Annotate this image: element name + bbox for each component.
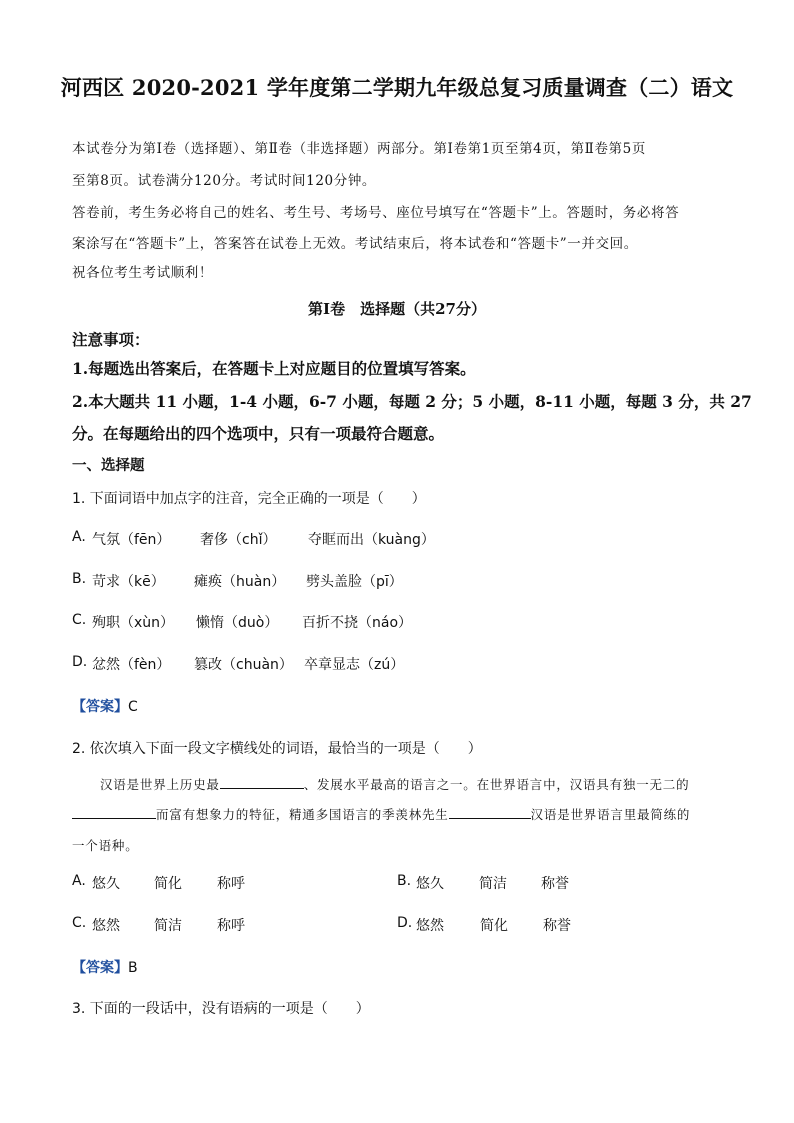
q2-option-a-letter: A. [72,873,86,889]
q2-option-c-word-2: 简洁 [154,918,182,934]
question-3-stem: 3. 下面的一段话中，没有语病的一项是（ ） [72,1001,370,1017]
intro-line-1: 本试卷分为第Ⅰ卷（选择题）、第Ⅱ卷（非选择题）两部分。第Ⅰ卷第1页至第4页，第Ⅱ卷第5页 [72,141,646,157]
page-title: 河西区 2020-2021 学年度第二学期九年级总复习质量调查（二）语文 [60,75,734,100]
answer-value: B [128,960,138,976]
q2-option-d-word-1: 悠然 [416,918,444,934]
notes-item-1: 1.每题选出答案后，在答题卡上对应题目的位置填写答案。 [72,359,476,378]
q1-answer [72,696,138,716]
q2-option-d-word-2: 简化 [480,918,508,934]
q1-option-c-word-2: 懒惰（duò） [196,615,279,631]
q2-option-a-word-2: 简化 [154,876,182,892]
q2-passage-line-2 [72,805,690,823]
q1-option-d-word-3: 卒章显志（zú） [304,657,405,673]
q1-option-c-word-1: 殉职（xùn） [92,615,175,631]
intro-line-2: 至第8页。试卷满分120分。考试时间120分钟。 [72,173,377,189]
q1-option-a-word-2: 奢侈（chǐ） [200,532,277,548]
q2-option-c-word-1: 悠然 [92,918,120,934]
answer-value: C [128,699,138,715]
q2-option-c-word-3: 称呼 [217,918,245,934]
q2-option-d-letter: D. [397,915,413,931]
q1-option-a-word-3: 夺眶而出（kuàng） [308,532,435,548]
answer-tag: 【答案】 [72,960,128,976]
q1-option-b-word-2: 瘫痪（huàn） [194,574,286,590]
section-title: 第Ⅰ卷 选择题（共27分） [308,300,486,318]
q1-option-a-letter: A. [72,529,86,545]
notes-item-2-line-2: 分。在每题给出的四个选项中，只有一项最符合题意。 [72,424,445,443]
q2-option-c-letter: C. [72,915,87,931]
question-1-stem: 1. 下面词语中加点字的注音，完全正确的一项是（ ） [72,491,426,507]
q2-option-b-word-3: 称誉 [541,876,569,892]
q1-option-a-word-1: 气氛（fēn） [92,532,171,548]
q2-option-b-letter: B. [397,873,412,889]
q1-option-b-word-3: 劈头盖脸（pī） [306,574,403,590]
q2-option-b-word-2: 简洁 [479,876,507,892]
fill-blank-2 [72,806,156,819]
passage-text: 汉语是世界语言里最简练的 [530,807,691,822]
q2-option-a-word-3: 称呼 [217,876,245,892]
q1-option-d-word-1: 忿然（fèn） [92,657,171,673]
q2-passage-line-3: 一个语种。 [72,838,139,853]
intro-line-5: 祝各位考生考试顺利！ [72,265,213,281]
notes-heading: 注意事项： [72,330,150,349]
q2-option-a-word-1: 悠久 [92,876,120,892]
fill-blank-3 [449,806,531,819]
question-2-stem: 2. 依次填入下面一段文字横线处的词语，最恰当的一项是（ ） [72,741,482,757]
passage-text: 汉语是世界上历史最 [100,777,220,792]
q1-option-d-word-2: 篡改（chuàn） [194,657,293,673]
q1-option-b-word-1: 苛求（kē） [92,574,165,590]
intro-line-3: 答卷前，考生务必将自己的姓名、考生号、考场号、座位号填写在“答题卡”上。答题时，务必将答 [72,205,680,221]
intro-line-4: 案涂写在“答题卡”上，答案答在试卷上无效。考试结束后，将本试卷和“答题卡”一并交回。 [72,236,638,252]
fill-blank-1 [220,776,304,789]
notes-item-2-line-1: 2.本大题共 11 小题，1-4 小题，6-7 小题，每题 2 分；5 小题，8-11 小题，每题 3 分，共 27 [72,392,752,411]
q2-passage-line-1 [100,775,689,793]
q2-option-b-word-1: 悠久 [416,876,444,892]
q2-answer [72,957,138,977]
part-heading: 一、选择题 [72,457,145,474]
q2-option-d-word-3: 称誉 [543,918,571,934]
passage-text: 、发展水平最高的语言之一。在世界语言中，汉语具有独一无二的 [303,777,690,792]
q1-option-b-letter: B. [72,571,87,587]
answer-tag: 【答案】 [72,699,128,715]
passage-text: 而富有想象力的特征，精通多国语言的季羡林先生 [156,807,449,822]
q1-option-c-word-3: 百折不挠（náo） [302,615,413,631]
q1-option-c-letter: C. [72,612,87,628]
q1-option-d-letter: D. [72,654,88,670]
